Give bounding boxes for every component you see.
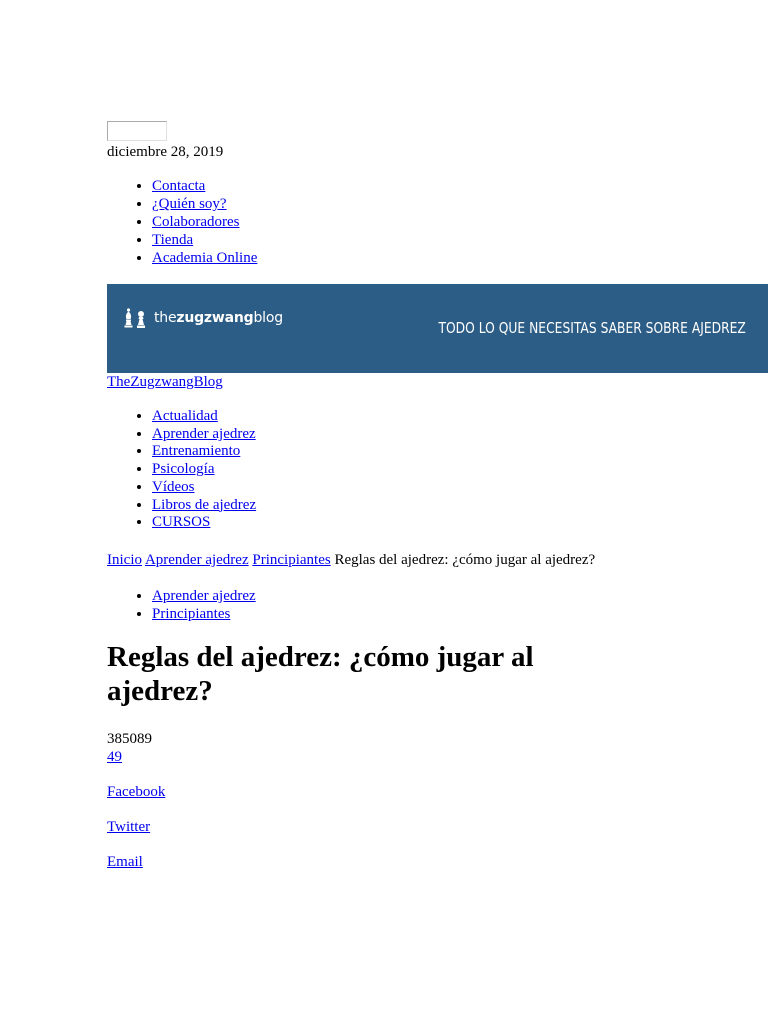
chess-pawn-icon (136, 310, 146, 328)
category-item (152, 514, 768, 532)
category-link-videos[interactable]: Vídeos (152, 478, 195, 495)
view-count: 385089 (107, 730, 152, 747)
social-item (107, 853, 768, 871)
header-banner[interactable] (107, 284, 768, 373)
tag-item (152, 587, 768, 605)
top-menu-link-colaboradores[interactable]: Colaboradores (152, 214, 240, 230)
social-share (107, 783, 768, 871)
twitter-share-link[interactable]: Twitter (107, 818, 151, 835)
facebook-share-link[interactable]: Facebook (107, 783, 166, 800)
logo-bold: zugzwang (176, 310, 254, 326)
category-item (152, 426, 768, 444)
site-logo[interactable] (123, 308, 283, 328)
social-item (107, 818, 768, 836)
top-menu-item-colaboradores (152, 213, 768, 231)
social-item (107, 783, 768, 801)
banner-tagline: TODO LO QUE NECESITAS SABER SOBRE AJEDREZ (438, 319, 746, 337)
logo-wordmark (154, 310, 283, 326)
post-tags (107, 587, 768, 623)
page-title: Reglas del ajedrez: ¿cómo jugar al ajedrez? (107, 640, 534, 707)
top-menu-item-tienda (152, 231, 768, 249)
breadcrumb-link-principiantes[interactable]: Principiantes (252, 551, 331, 568)
top-menu-link-academia[interactable]: Academia Online (152, 250, 258, 266)
top-menu (107, 177, 768, 267)
email-share-link[interactable]: Email (107, 853, 143, 870)
site-name-link[interactable]: TheZugzwangBlog (107, 374, 223, 390)
category-item (152, 479, 768, 497)
category-link-psicologia[interactable]: Psicología (152, 461, 215, 478)
category-menu (107, 408, 768, 532)
top-menu-link-quien-soy[interactable]: ¿Quién soy? (152, 196, 227, 212)
category-link-cursos[interactable]: CURSOS (152, 514, 211, 531)
page-content (107, 121, 768, 871)
top-menu-link-contacta[interactable]: Contacta (152, 178, 206, 194)
category-link-libros[interactable]: Libros de ajedrez (152, 496, 257, 513)
category-link-entrenamiento[interactable]: Entrenamiento (152, 443, 241, 460)
breadcrumb (107, 551, 768, 569)
top-menu-item-quien-soy (152, 195, 768, 213)
breadcrumb-link-inicio[interactable]: Inicio (107, 551, 142, 568)
share-count-link[interactable]: 49 (107, 748, 122, 765)
chess-bishop-icon (123, 308, 134, 328)
category-item (152, 443, 768, 461)
breadcrumb-link-aprender-ajedrez[interactable]: Aprender ajedrez (144, 551, 249, 568)
tag-item (152, 605, 768, 623)
breadcrumb-current: Reglas del ajedrez: ¿cómo jugar al ajedrez? (334, 551, 596, 568)
logo-prefix: the (154, 310, 177, 326)
header-date: diciembre 28, 2019 (107, 144, 224, 160)
logo-pieces (123, 308, 146, 328)
category-item (152, 408, 768, 426)
category-link-actualidad[interactable]: Actualidad (152, 408, 218, 424)
logo-suffix: blog (253, 310, 283, 326)
top-menu-item-academia (152, 249, 768, 267)
tag-link-principiantes[interactable]: Principiantes (152, 605, 231, 622)
search-input[interactable] (107, 121, 167, 141)
category-item (152, 461, 768, 479)
category-item (152, 497, 768, 515)
top-menu-item-contacta (152, 177, 768, 195)
tag-link-aprender-ajedrez[interactable]: Aprender ajedrez (152, 587, 256, 604)
top-menu-link-tienda[interactable]: Tienda (152, 232, 194, 248)
category-link-aprender-ajedrez[interactable]: Aprender ajedrez (152, 425, 256, 442)
